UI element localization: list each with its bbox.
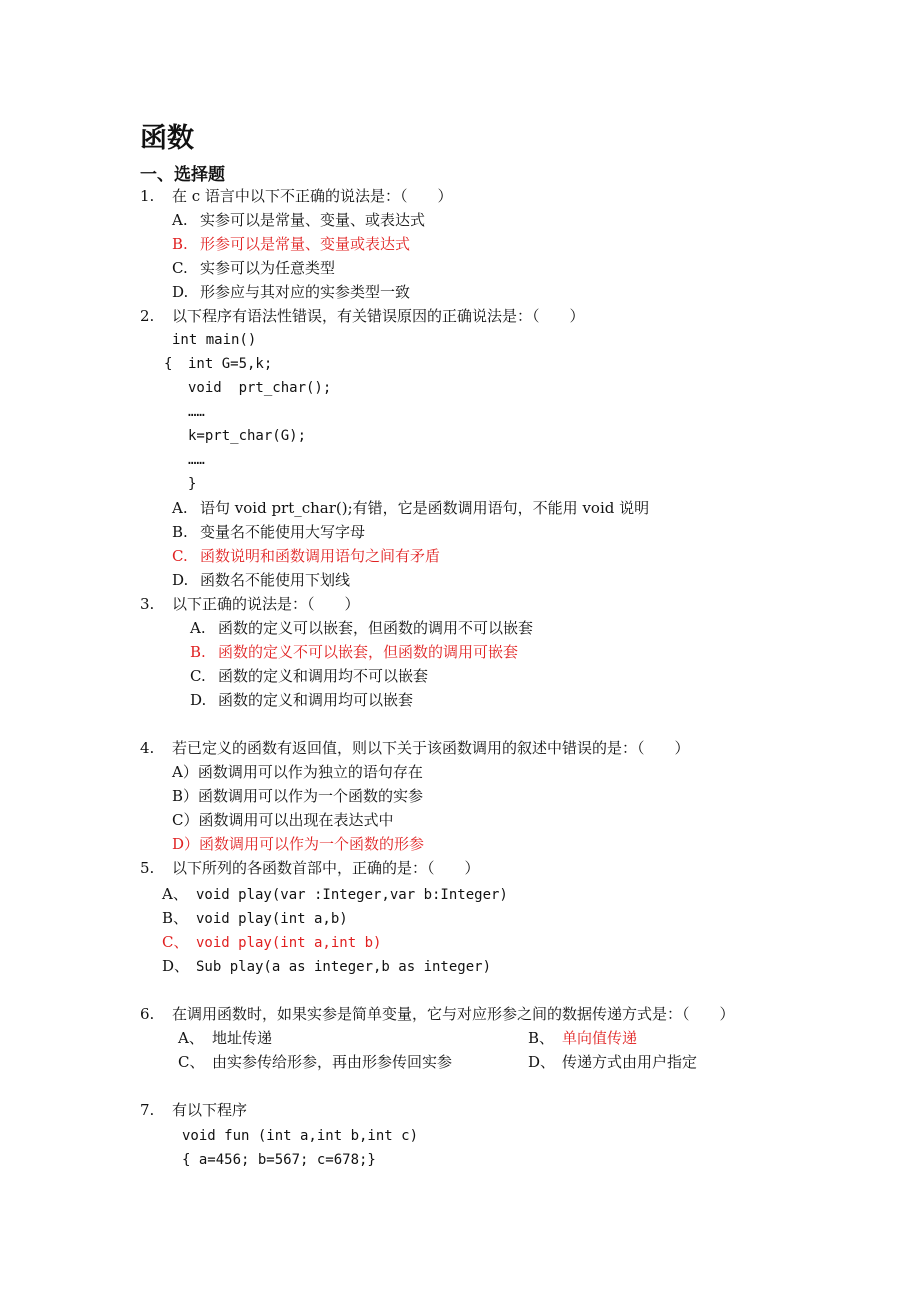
option-label: B.	[172, 235, 188, 253]
question-text: 若已定义的函数有返回值，则以下关于该函数调用的叙述中错误的是：（ ）	[172, 739, 690, 757]
option-d	[528, 1052, 697, 1072]
question-text: 以下所列的各函数首部中，正确的是：（ ）	[172, 859, 480, 877]
option-a	[178, 1028, 272, 1048]
page-title: 函数	[140, 123, 194, 154]
option-label: C）	[172, 811, 199, 829]
option-c	[172, 258, 335, 278]
option-label: B.	[172, 523, 188, 541]
option-text: 单向值传递	[562, 1029, 638, 1047]
option-b-answer	[190, 642, 518, 662]
option-c	[178, 1052, 452, 1072]
option-text: 函数的定义可以嵌套，但函数的调用不可以嵌套	[218, 619, 534, 637]
option-label: C、	[178, 1053, 205, 1071]
code-line: {	[164, 356, 173, 372]
option-b-answer	[528, 1028, 637, 1048]
option-text: 形参可以是常量、变量或表达式	[200, 235, 411, 253]
option-text: 由实参传给形参，再由形参传回实参	[212, 1053, 453, 1071]
code-line: void prt_char();	[188, 380, 332, 396]
option-text: 形参应与其对应的实参类型一致	[200, 283, 411, 301]
option-a	[190, 618, 533, 638]
option-text: 函数调用可以作为独立的语句存在	[197, 763, 423, 781]
option-b	[172, 786, 423, 806]
option-label: B）	[172, 787, 199, 805]
option-c	[190, 666, 428, 686]
option-d-answer	[172, 834, 424, 854]
option-label: B.	[190, 643, 206, 661]
option-text: void play(int a,int b)	[196, 935, 382, 951]
question-number: 7.	[140, 1101, 155, 1119]
option-c-answer	[162, 932, 381, 953]
question-text: 以下正确的说法是：（ ）	[172, 595, 360, 613]
question-6	[140, 1004, 735, 1024]
question-text: 在 c 语言中以下不正确的说法是：（ ）	[172, 187, 453, 205]
code-line: ……	[188, 404, 205, 420]
option-label: A.	[190, 619, 206, 637]
option-label: C.	[190, 667, 206, 685]
code-line: int main()	[172, 332, 257, 348]
option-text: 地址传递	[212, 1029, 273, 1047]
option-text: 实参可以是常量、变量、或表达式	[200, 211, 426, 229]
option-label: C.	[172, 547, 188, 565]
option-d	[172, 282, 410, 302]
question-4	[140, 738, 690, 758]
option-label: B、	[162, 909, 189, 927]
option-label: A）	[172, 763, 198, 781]
option-text: 函数调用可以作为一个函数的形参	[199, 835, 425, 853]
question-2	[140, 306, 585, 326]
code-line: { a=456; b=567; c=678;}	[182, 1152, 376, 1168]
code-line: void fun (int a,int b,int c)	[182, 1128, 419, 1144]
option-label: D.	[190, 691, 207, 709]
option-text: 函数名不能使用下划线	[200, 571, 351, 589]
option-b	[172, 522, 365, 542]
option-text: 函数的定义和调用均不可以嵌套	[218, 667, 429, 685]
option-a	[172, 210, 425, 230]
option-label: C.	[172, 259, 188, 277]
question-7	[140, 1100, 247, 1120]
code-line: k=prt_char(G);	[188, 428, 307, 444]
option-d	[190, 690, 413, 710]
question-number: 3.	[140, 595, 155, 613]
option-label: A、	[162, 885, 188, 903]
question-1	[140, 186, 452, 206]
option-text: 函数调用可以作为一个函数的实参	[198, 787, 424, 805]
option-text: 函数的定义不可以嵌套，但函数的调用可嵌套	[218, 643, 519, 661]
question-number: 5.	[140, 859, 155, 877]
option-label: D、	[162, 957, 190, 975]
option-text: 语句 void prt_char();有错，它是函数调用语句，不能用 void 说明	[200, 499, 650, 517]
section-heading: 一、选择题	[140, 165, 225, 185]
option-text: 实参可以为任意类型	[200, 259, 336, 277]
option-d	[162, 956, 491, 977]
option-label: C、	[162, 933, 189, 951]
code-line: }	[188, 476, 197, 492]
option-b-answer	[172, 234, 410, 254]
question-5	[140, 858, 480, 878]
question-number: 1.	[140, 187, 155, 205]
option-text: 函数调用可以出现在表达式中	[198, 811, 394, 829]
option-text: 函数的定义和调用均可以嵌套	[218, 691, 414, 709]
option-d	[172, 570, 350, 590]
option-text: 函数说明和函数调用语句之间有矛盾	[200, 547, 441, 565]
question-text: 有以下程序	[172, 1101, 248, 1119]
option-label: D.	[172, 283, 189, 301]
option-text: void play(int a,b)	[196, 911, 348, 927]
option-a	[172, 498, 649, 518]
question-number: 2.	[140, 307, 155, 325]
option-b	[162, 908, 348, 929]
option-text: 传递方式由用户指定	[562, 1053, 698, 1071]
option-label: A.	[172, 211, 188, 229]
option-label: B、	[528, 1029, 555, 1047]
option-text: void play(var :Integer,var b:Integer)	[196, 887, 508, 903]
option-text: 变量名不能使用大写字母	[200, 523, 366, 541]
question-number: 4.	[140, 739, 155, 757]
question-text: 在调用函数时，如果实参是简单变量，它与对应形参之间的数据传递方式是：（ ）	[172, 1005, 735, 1023]
option-text: Sub play(a as integer,b as integer)	[196, 959, 492, 975]
option-c	[172, 810, 394, 830]
question-3	[140, 594, 360, 614]
code-line: int G=5,k;	[188, 356, 273, 372]
code-line: ……	[188, 452, 205, 468]
option-label: D、	[528, 1053, 556, 1071]
option-c-answer	[172, 546, 440, 566]
option-label: A、	[178, 1029, 204, 1047]
question-number: 6.	[140, 1005, 155, 1023]
option-a	[162, 884, 508, 905]
option-label: D）	[172, 835, 200, 853]
question-text: 以下程序有语法性错误，有关错误原因的正确说法是：（ ）	[172, 307, 585, 325]
option-label: A.	[172, 499, 188, 517]
option-a	[172, 762, 423, 782]
option-label: D.	[172, 571, 189, 589]
